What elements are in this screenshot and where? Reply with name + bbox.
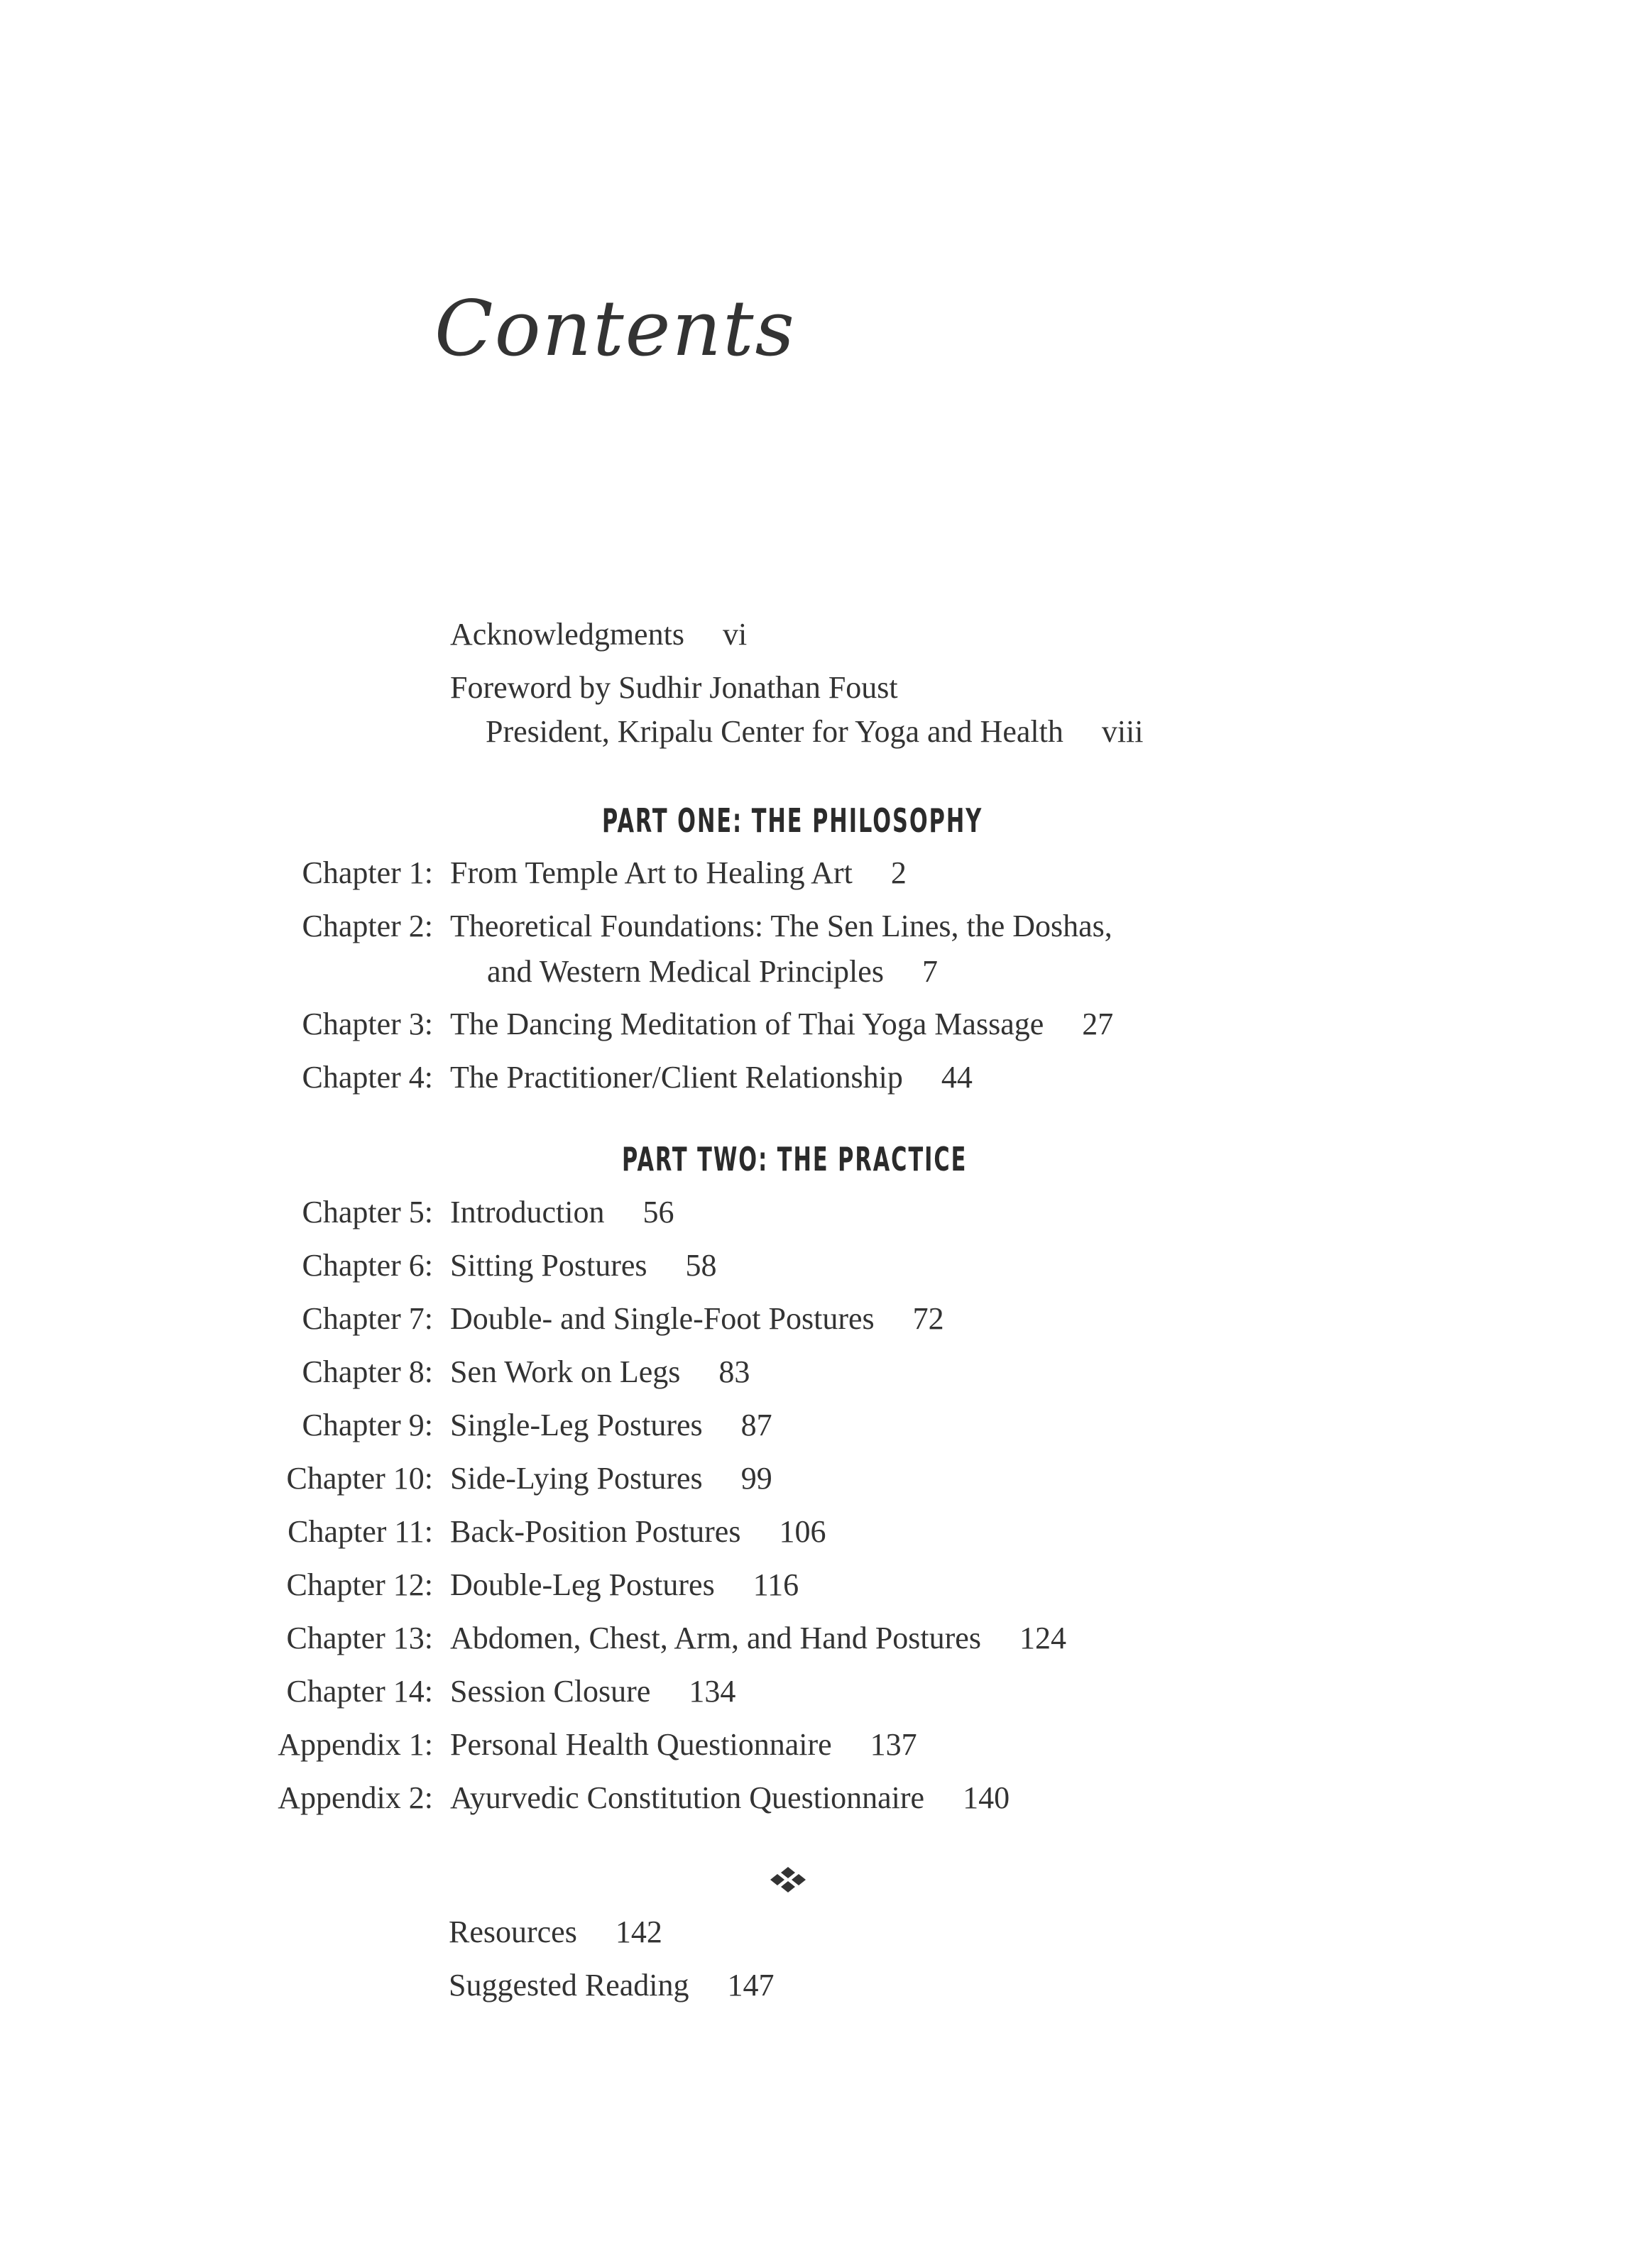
entry-title: Sitting Postures bbox=[450, 1248, 647, 1283]
entry-title: Side-Lying Postures bbox=[450, 1461, 703, 1496]
page-number: 56 bbox=[642, 1195, 674, 1229]
entry-title: Session Closure bbox=[450, 1674, 651, 1709]
toc-entry[interactable] bbox=[0, 1410, 1652, 1463]
page-number: 116 bbox=[753, 1567, 799, 1602]
toc-entry[interactable] bbox=[0, 1303, 1652, 1357]
chapter-label: Chapter 8: bbox=[302, 1354, 433, 1389]
toc-entry[interactable] bbox=[0, 1782, 1652, 1836]
entry-title: Suggested Reading bbox=[449, 1968, 689, 2003]
chapter-label: Chapter 7: bbox=[302, 1301, 433, 1336]
chapter-label: Chapter 3: bbox=[302, 1007, 433, 1041]
page-number: 137 bbox=[870, 1727, 917, 1762]
appendix-label: Appendix 2: bbox=[278, 1780, 433, 1815]
part-two-heading: PART TWO: THE PRACTICE bbox=[622, 1140, 968, 1178]
page-number: 87 bbox=[740, 1408, 772, 1442]
toc-entry[interactable] bbox=[0, 1623, 1652, 1676]
toc-entry[interactable] bbox=[0, 911, 1652, 1009]
toc-entry[interactable] bbox=[0, 1009, 1652, 1062]
page-number: 72 bbox=[912, 1301, 944, 1336]
entry-title: Back-Position Postures bbox=[450, 1514, 741, 1549]
page-number: 140 bbox=[963, 1780, 1010, 1815]
toc-entry[interactable] bbox=[0, 1197, 1652, 1250]
appendix-label: Appendix 1: bbox=[278, 1727, 433, 1762]
page-number: viii bbox=[1101, 714, 1144, 749]
page-number: 106 bbox=[779, 1514, 826, 1549]
page-number: 58 bbox=[685, 1248, 717, 1283]
page-number: vi bbox=[722, 617, 748, 652]
end-matter bbox=[449, 1914, 775, 2023]
chapter-label: Chapter 11: bbox=[288, 1514, 433, 1549]
front-matter bbox=[450, 619, 1144, 760]
entry-title: Single-Leg Postures bbox=[450, 1408, 703, 1442]
part-two-list bbox=[0, 1197, 1652, 1836]
chapter-label: Chapter 4: bbox=[302, 1060, 433, 1095]
toc-entry-suggested-reading[interactable] bbox=[449, 1970, 775, 2023]
page-title: Contents bbox=[434, 285, 796, 373]
entry-title: Double-Leg Postures bbox=[450, 1567, 715, 1602]
entry-title: The Practitioner/Client Relationship bbox=[450, 1060, 903, 1095]
toc-entry-foreword-continuation[interactable] bbox=[450, 716, 1144, 760]
page-number: 147 bbox=[727, 1968, 775, 2003]
chapter-label: Chapter 1: bbox=[302, 855, 433, 890]
entry-title: Acknowledgments bbox=[450, 617, 684, 652]
entry-title: Theoretical Foundations: The Sen Lines, the Doshas, bbox=[450, 909, 1112, 943]
part-one-heading: PART ONE: THE PHILOSOPHY bbox=[602, 801, 983, 840]
entry-title: Double- and Single-Foot Postures bbox=[450, 1301, 875, 1336]
page-number: 44 bbox=[941, 1060, 973, 1095]
toc-entry[interactable] bbox=[0, 1250, 1652, 1303]
chapter-label: Chapter 14: bbox=[286, 1674, 433, 1709]
chapter-label: Chapter 5: bbox=[302, 1195, 433, 1229]
toc-entry[interactable] bbox=[0, 855, 1652, 911]
chapter-label: Chapter 2: bbox=[302, 909, 433, 943]
toc-entry[interactable] bbox=[0, 1516, 1652, 1570]
toc-entry-acknowledgments[interactable] bbox=[450, 619, 1144, 672]
chapter-label: Chapter 12: bbox=[286, 1567, 433, 1602]
entry-title: Ayurvedic Constitution Questionnaire bbox=[450, 1780, 925, 1815]
page-number: 7 bbox=[921, 954, 938, 989]
toc-entry[interactable] bbox=[0, 1729, 1652, 1782]
entry-title: Resources bbox=[449, 1914, 577, 1949]
entry-title: Introduction bbox=[450, 1195, 605, 1229]
part-one-list bbox=[0, 855, 1652, 1115]
toc-entry-resources[interactable] bbox=[449, 1914, 775, 1970]
four-diamond-ornament-icon bbox=[767, 1866, 809, 1894]
page-number: 124 bbox=[1019, 1621, 1066, 1655]
entry-title: Personal Health Questionnaire bbox=[450, 1727, 832, 1762]
page-number: 27 bbox=[1082, 1007, 1114, 1041]
toc-entry-foreword[interactable] bbox=[450, 672, 1144, 716]
entry-title: From Temple Art to Healing Art bbox=[450, 855, 853, 890]
page-number: 2 bbox=[890, 855, 907, 890]
page-number: 83 bbox=[718, 1354, 750, 1389]
toc-entry[interactable] bbox=[0, 1062, 1652, 1115]
entry-title-continuation: and Western Medical Principles bbox=[487, 954, 884, 989]
entry-title: Abdomen, Chest, Arm, and Hand Postures bbox=[450, 1621, 981, 1655]
entry-title: The Dancing Meditation of Thai Yoga Massage bbox=[450, 1007, 1044, 1041]
chapter-label: Chapter 10: bbox=[286, 1461, 433, 1496]
chapter-label: Chapter 9: bbox=[302, 1408, 433, 1442]
entry-title: Foreword by Sudhir Jonathan Foust bbox=[450, 670, 898, 705]
toc-entry[interactable] bbox=[0, 1463, 1652, 1516]
toc-entry[interactable] bbox=[0, 1354, 1652, 1410]
chapter-label: Chapter 6: bbox=[302, 1248, 433, 1283]
entry-title: Sen Work on Legs bbox=[450, 1354, 681, 1389]
page-number: 134 bbox=[689, 1674, 736, 1709]
page-number: 142 bbox=[615, 1914, 662, 1949]
entry-title-continuation: President, Kripalu Center for Yoga and Health bbox=[486, 714, 1063, 749]
toc-entry[interactable] bbox=[0, 1676, 1652, 1729]
page-number: 99 bbox=[740, 1461, 772, 1496]
chapter-label: Chapter 13: bbox=[286, 1621, 433, 1655]
toc-entry[interactable] bbox=[0, 1567, 1652, 1623]
